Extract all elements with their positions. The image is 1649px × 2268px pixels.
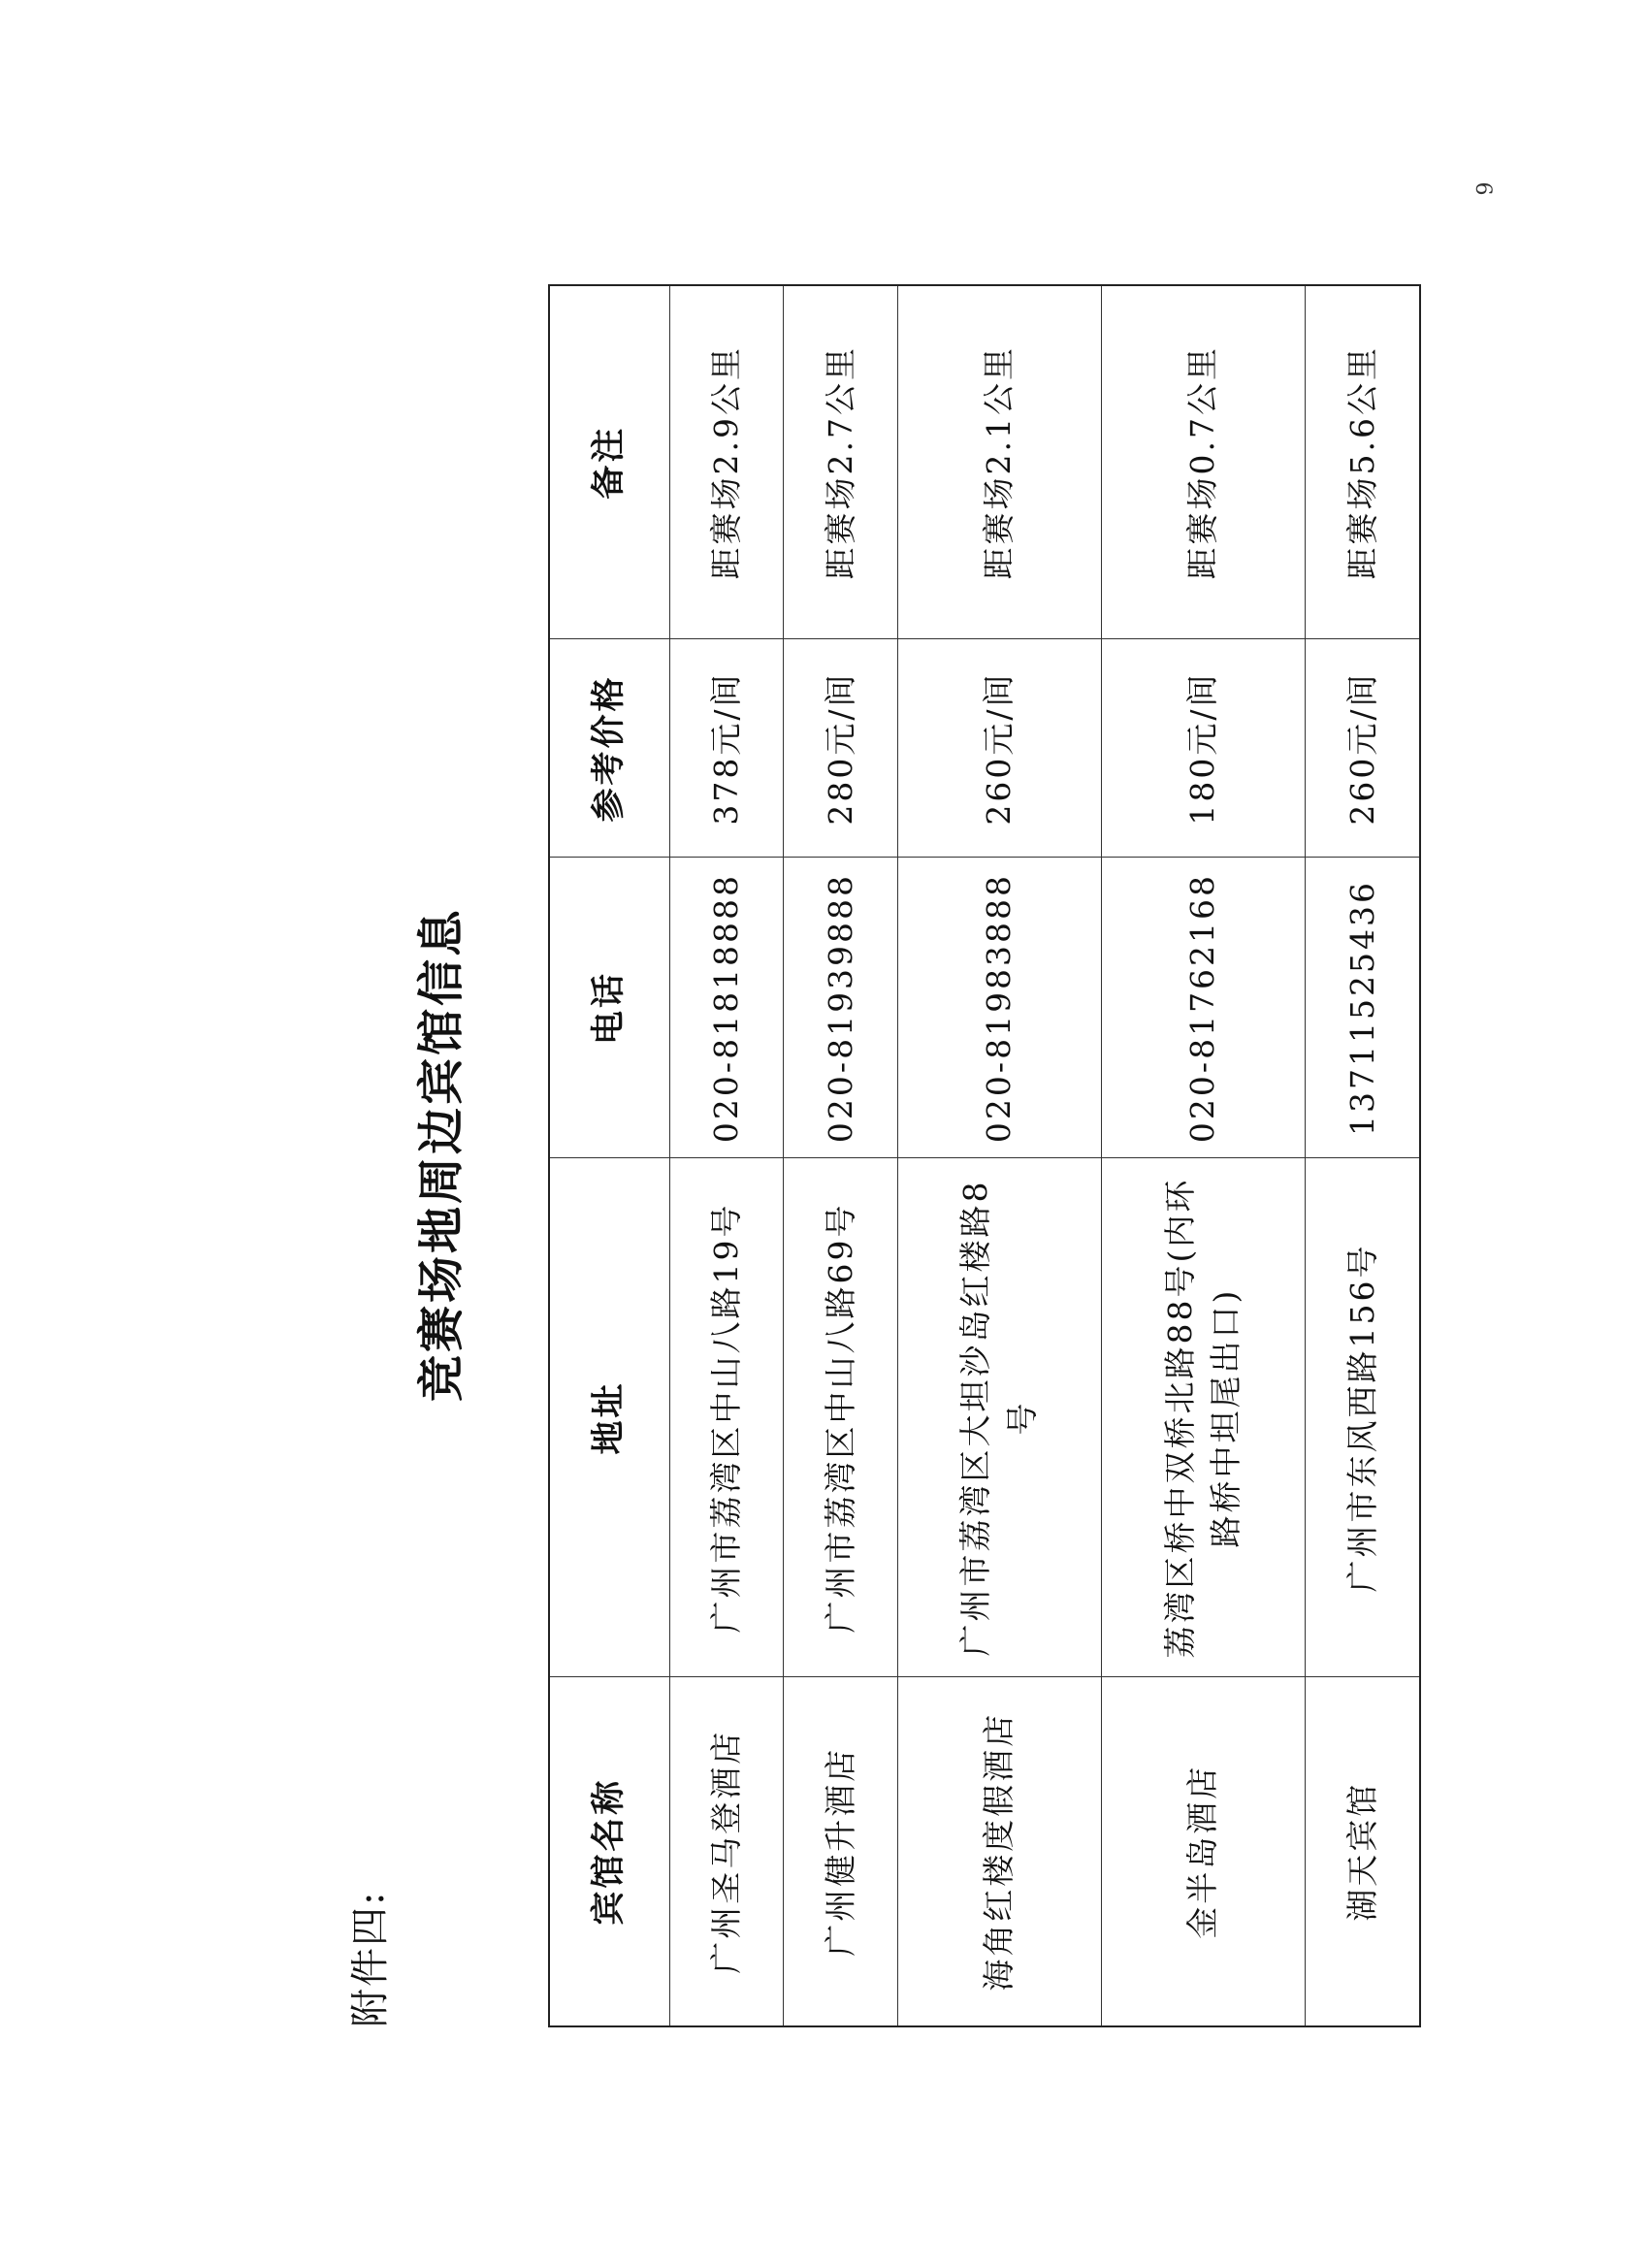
table-row	[784, 285, 898, 2026]
cell-phone: 13711525436	[1305, 858, 1420, 1158]
cell-address: 广州市荔湾区中山八路19号	[669, 1158, 784, 1677]
cell-address: 荔湾区桥中双桥北路88号(内环路桥中坦尾出口)	[1101, 1158, 1305, 1677]
table-row	[897, 285, 1101, 2026]
cell-address: 广州市东风西路156号	[1305, 1158, 1420, 1677]
cell-price: 378元/间	[669, 639, 784, 858]
cell-address: 广州市荔湾区大坦沙岛红楼路8号	[897, 1158, 1101, 1677]
table-row	[669, 285, 784, 2026]
hotel-table	[548, 284, 1421, 2027]
cell-hotel-name: 广州圣马登酒店	[669, 1677, 784, 2026]
header-price: 参考价格	[549, 639, 669, 858]
cell-remark: 距赛场2.1公里	[897, 285, 1101, 639]
table-row	[1305, 285, 1420, 2026]
cell-phone: 020-81983888	[897, 858, 1101, 1158]
page-number: 9	[1473, 181, 1499, 196]
cell-phone: 020-81939888	[784, 858, 898, 1158]
table-header-row	[549, 285, 669, 2026]
cell-hotel-name: 金半岛酒店	[1101, 1677, 1305, 2026]
cell-hotel-name: 广州健升酒店	[784, 1677, 898, 2026]
cell-address: 广州市荔湾区中山八路69号	[784, 1158, 898, 1677]
header-address: 地址	[549, 1158, 669, 1677]
cell-remark: 距赛场0.7公里	[1101, 285, 1305, 639]
cell-remark: 距赛场2.7公里	[784, 285, 898, 639]
table-row	[1101, 285, 1305, 2026]
cell-phone: 020-81762168	[1101, 858, 1305, 1158]
header-phone: 电话	[549, 858, 669, 1158]
cell-price: 260元/间	[1305, 639, 1420, 858]
attachment-label: 附件四:	[348, 1890, 393, 2027]
cell-phone: 020-81818888	[669, 858, 784, 1158]
cell-hotel-name: 海角红楼度假酒店	[897, 1677, 1101, 2026]
header-hotel-name: 宾馆名称	[549, 1677, 669, 2026]
cell-remark: 距赛场5.6公里	[1305, 285, 1420, 639]
rotated-content	[340, 281, 1504, 2027]
cell-hotel-name: 湖天宾馆	[1305, 1677, 1420, 2026]
cell-price: 280元/间	[784, 639, 898, 858]
cell-price: 260元/间	[897, 639, 1101, 858]
page-title: 竞赛场地周边宾馆信息	[414, 907, 469, 1403]
cell-remark: 距赛场2.9公里	[669, 285, 784, 639]
header-remark: 备注	[549, 285, 669, 639]
cell-price: 180元/间	[1101, 639, 1305, 858]
